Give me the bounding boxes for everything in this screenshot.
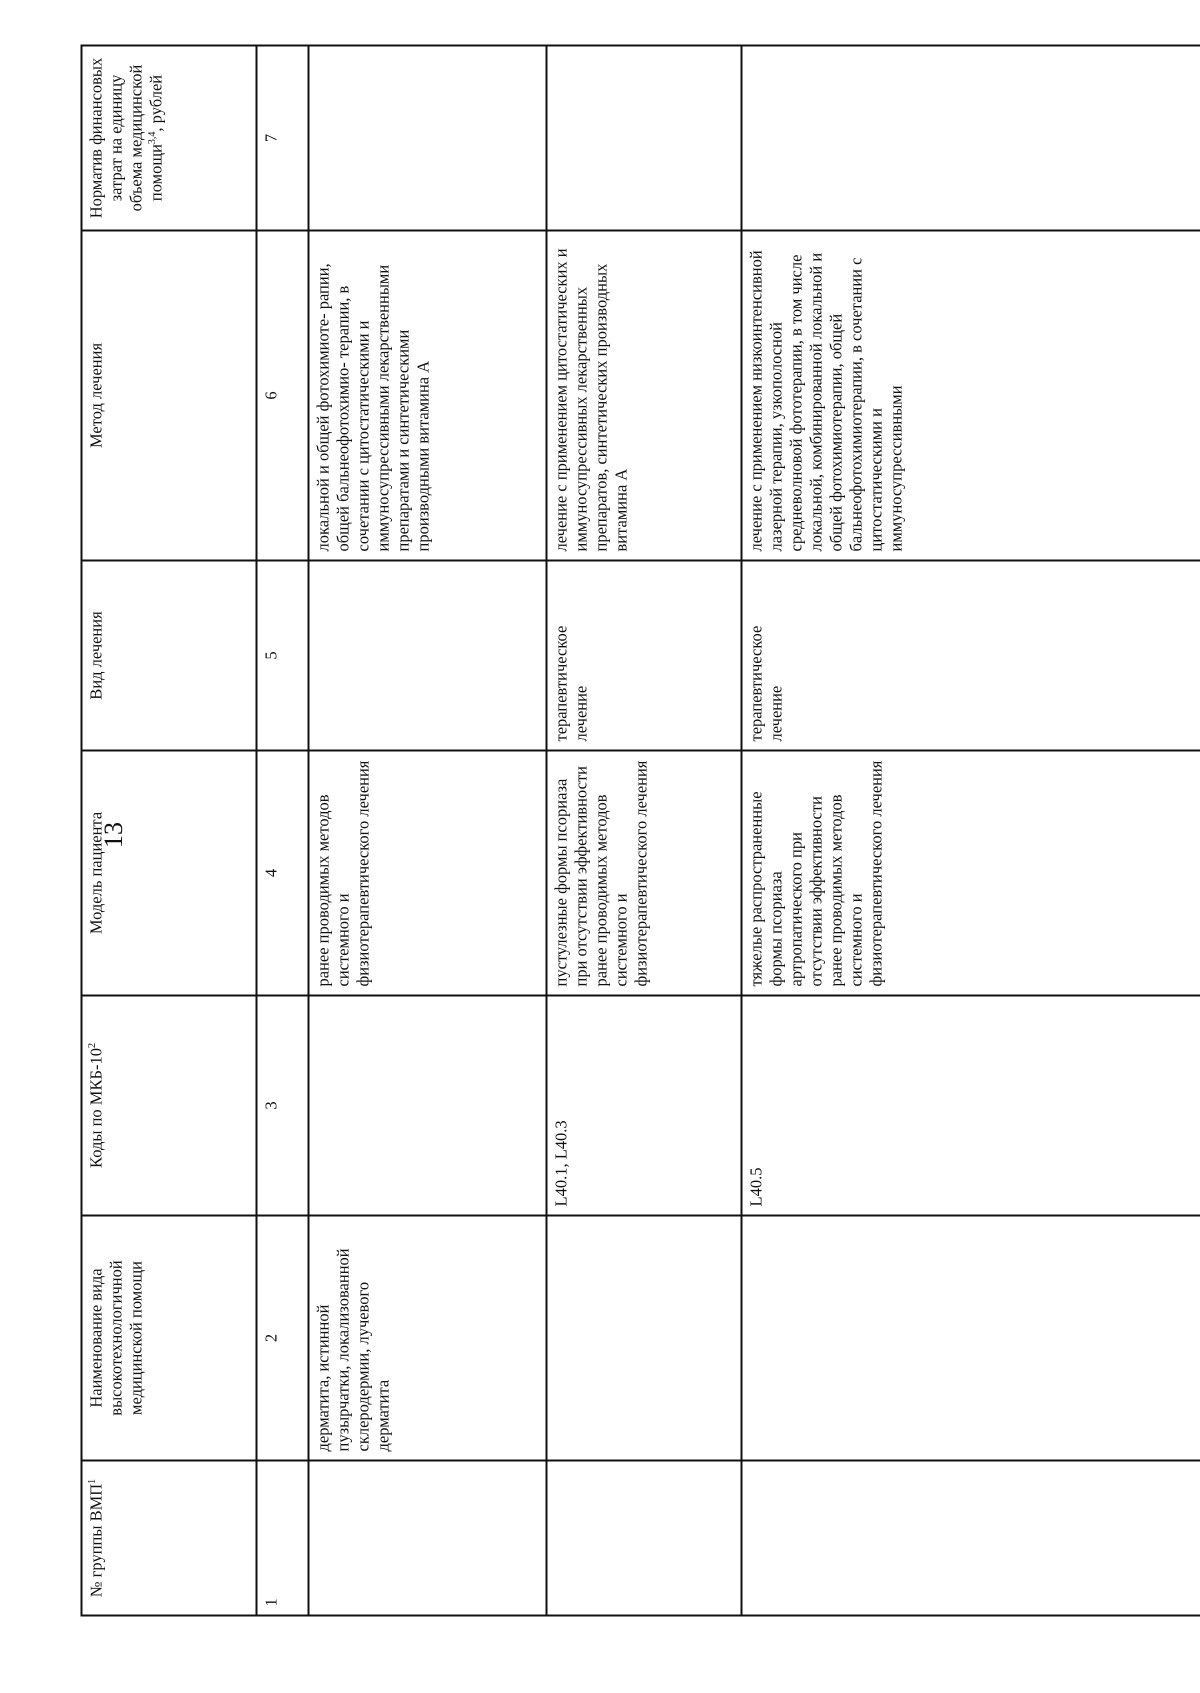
cell-group-number xyxy=(742,1460,1200,1615)
column-number: 3 xyxy=(257,995,309,1215)
table-row xyxy=(309,45,547,1615)
cell-patient-model: ранее проводимых методов системного и физиотерапевтического лечения xyxy=(309,750,547,995)
cell-cost-norm xyxy=(547,45,742,230)
header-treatment-type: Вид лечения xyxy=(82,560,257,750)
header-icd-codes: Коды по МКБ-$10^2$ xyxy=(82,995,257,1215)
cell-patient-model: пустулезные формы псориаза при отсутствии эффективности ранее проводимых методов системного и физиотерапевтического лечения xyxy=(547,750,742,995)
column-number: 1 xyxy=(257,1460,309,1615)
header-treatment-method: Метод лечения xyxy=(82,230,257,560)
rotated-table-container xyxy=(81,46,1200,1616)
header-group-number: № группы ВМП$^1$ xyxy=(82,1460,257,1615)
table-row xyxy=(547,45,742,1615)
header-care-type: Наименование вида высокотехнологичной медицинской помощи xyxy=(82,1215,257,1460)
column-number: 6 xyxy=(257,230,309,560)
header-row xyxy=(82,45,257,1615)
column-number: 5 xyxy=(257,560,309,750)
cell-care-type xyxy=(742,1215,1200,1460)
column-number-row xyxy=(257,45,309,1615)
column-number: 7 xyxy=(257,45,309,230)
cell-care-type xyxy=(547,1215,742,1460)
cell-care-type: дерматита, истинной пузырчатки, локализованной склеродермии, лучевого дерматита xyxy=(309,1215,547,1460)
cell-icd-codes xyxy=(309,995,547,1215)
cell-icd-codes: L40.5 xyxy=(742,995,1200,1215)
header-cost-norm: Норматив финансовых затрат на единицу объема медицинской помощи$^{3,4}$, рублей xyxy=(82,45,257,230)
header-patient-model: Модель пациента xyxy=(82,750,257,995)
cell-treatment-method: локальной и общей фотохимиоте- рапии, общей бальнеофотохимио- терапии, в сочетании с цитостатическими и иммуносупрессивными лекарственными препаратами и синтетическими производными витамина А xyxy=(309,230,547,560)
cell-icd-codes: L40.1, L40.3 xyxy=(547,995,742,1215)
cell-cost-norm xyxy=(309,45,547,230)
cell-group-number xyxy=(547,1460,742,1615)
cell-treatment-method: лечение с применением цитостатических и иммуносупрессивных лекарственных препаратов, синтетических производных витамина А xyxy=(547,230,742,560)
cell-treatment-method: лечение с применением низкоинтенсивной лазерной терапии, узкополосной средневолновой фототерапии, в том числе локальной, комбинированной локальной и общей фотохимиотерапии, общей бальнеофотохимиотерапии, в сочетании с цитостатическими и иммуносупрессивными xyxy=(742,230,1200,560)
cell-cost-norm xyxy=(742,45,1200,230)
page-number: 13 xyxy=(99,822,128,848)
column-number: 4 xyxy=(257,750,309,995)
cell-patient-model: тяжелые распространенные формы псориаза артропатического при отсутствии эффективности ранее проводимых методов системного и физиотерапевтического лечения xyxy=(742,750,1200,995)
column-number: 2 xyxy=(257,1215,309,1460)
cell-treatment-type xyxy=(309,560,547,750)
cell-treatment-type: терапевтическое лечение xyxy=(742,560,1200,750)
cell-treatment-type: терапевтическое лечение xyxy=(547,560,742,750)
vmp-table xyxy=(81,44,1200,1616)
cell-group-number xyxy=(309,1460,547,1615)
table-row xyxy=(742,45,1200,1615)
